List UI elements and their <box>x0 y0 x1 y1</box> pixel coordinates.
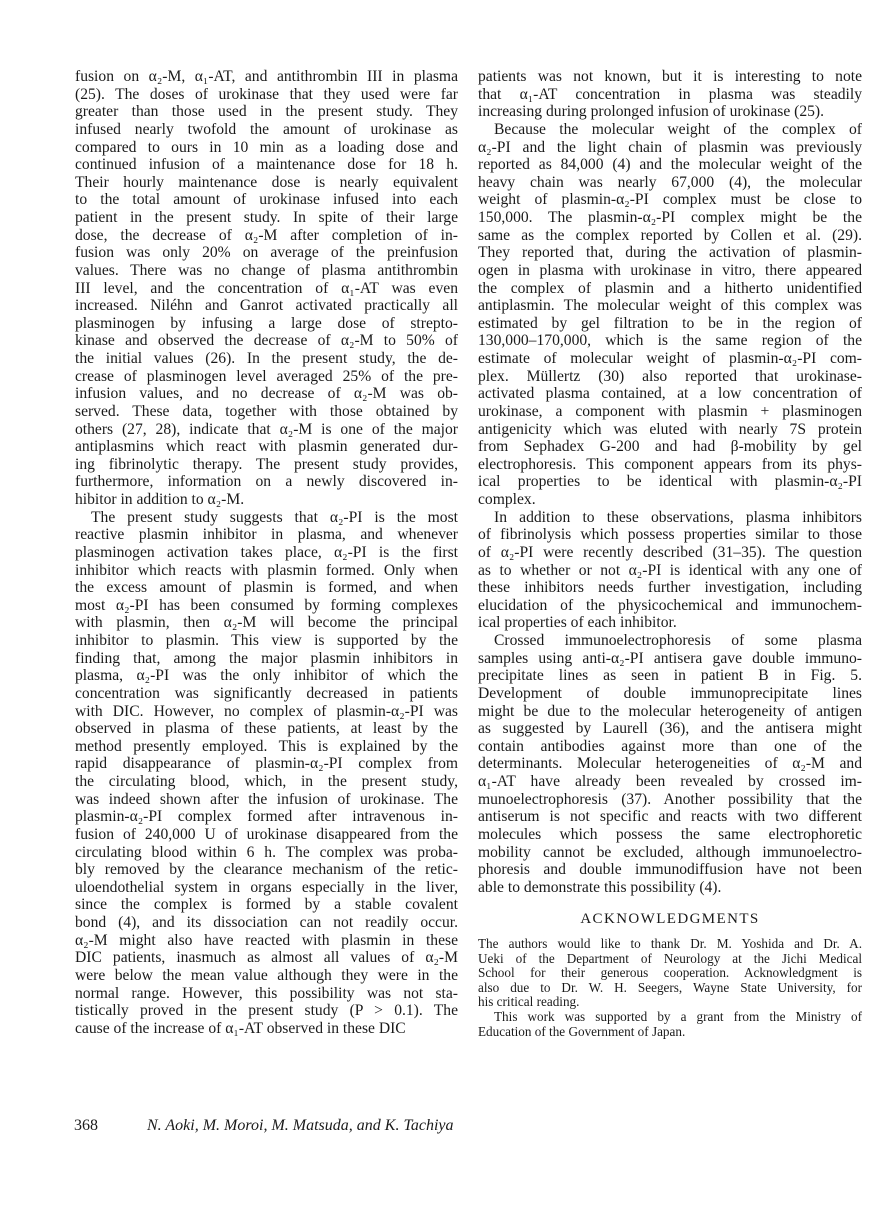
text-line: same as the complex reported by Collen et al. (29). <box>478 226 862 244</box>
paragraph <box>75 68 458 509</box>
text-line: patients was not known, but it is interesting to note <box>478 68 862 85</box>
text-line: DIC patients, inasmuch as almost all values of α₂-M <box>75 949 458 967</box>
text-line: heavy chain was nearly 67,000 (4), the molecular <box>478 173 862 191</box>
text-line: as suggested by Laurell (36), and the antisera might <box>478 720 862 738</box>
text-line: III level, and the concentration of α₁-AT was even <box>75 279 458 297</box>
text-line: estimated by gel filtration to be in the region of <box>478 314 862 332</box>
text-line: kinase and observed the decrease of α₂-M to 50% of <box>75 332 458 350</box>
text-line: fusion on α₂-M, α₁-AT, and antithrombin III in plasma <box>75 68 458 85</box>
right-column <box>478 68 862 1039</box>
text-line: were below the mean value although they were in the <box>75 966 458 984</box>
text-line: cause of the increase of α₁-AT observed in these DIC <box>75 1019 406 1037</box>
text-line: ical properties of each inhibitor. <box>478 614 677 632</box>
text-line: electrophoresis. This component appears from its phys- <box>478 455 862 473</box>
text-line: increasing during prolonged infusion of urokinase (25). <box>478 103 825 121</box>
text-line: plasma, α₂-PI was the only inhibitor of which the <box>75 667 458 685</box>
text-line: might be due to the molecular heterogeneity of antigen <box>478 702 862 720</box>
text-line: The authors would like to thank Dr. M. Yoshida and Dr. A. <box>478 936 862 951</box>
text-line: from Sephadex G-200 and had β-mobility by gel <box>478 438 862 456</box>
page-number: 368 <box>74 1117 98 1134</box>
text-line: munoelectrophoresis (37). Another possibility that the <box>478 790 862 808</box>
text-line: mobility cannot be excluded, although immunoelectro- <box>478 843 862 861</box>
text-line: that α₁-AT concentration in plasma was steadily <box>478 85 862 103</box>
text-line: contain antibodies against more than one of the <box>478 737 862 755</box>
text-line: School for their generous cooperation. Acknowledgment is <box>478 965 862 981</box>
text-line: Ueki of the Department of Neurology at the Jichi Medical <box>478 950 862 966</box>
text-line: phoresis and double immunodiffusion have not been <box>478 861 862 879</box>
text-line: urokinase, a component with plasmin + plasminogen <box>478 402 862 420</box>
text-line: inhibitor which reacts with plasmin formed. Only when <box>75 561 458 579</box>
left-column <box>75 68 458 1037</box>
text-line: antiserum is not specific and reacts with two different <box>478 808 862 826</box>
paragraph <box>478 68 862 121</box>
text-line: precipitate lines as seen in patient B in Fig. 5. <box>478 667 862 685</box>
text-line: This work was supported by a grant from the Ministry of <box>494 1008 862 1024</box>
text-line: reactive plasmin inhibitor in plasma, and whenever <box>75 526 458 544</box>
text-line: increased. Niléhn and Ganrot activated practically all <box>75 297 458 315</box>
text-line: inhibitor to plasmin. This view is supported by the <box>75 632 458 649</box>
text-line: antiplasmins which react with plasmin generated dur- <box>75 438 458 456</box>
text-line: plex. Müllertz (30) also reported that urokinase- <box>478 367 862 385</box>
text-line: fusion was only 20% on average of the preinfusion <box>75 244 458 262</box>
right-column-body <box>478 68 862 896</box>
paragraph <box>478 1010 862 1039</box>
paragraph <box>478 937 862 1010</box>
text-line: the excess amount of plasmin is formed, and when <box>75 579 458 597</box>
text-line: circulating blood within 6 h. The complex was proba- <box>75 843 458 861</box>
text-line: finding that, among the major plasmin inhibitors in <box>75 649 458 667</box>
text-line: determinants. Molecular heterogeneities of α₂-M and <box>478 755 862 773</box>
text-line: compared to ours in 10 min as a loading dose and <box>75 138 458 156</box>
text-line: tistically proved in the present study (P > 0.1). The <box>75 1002 458 1020</box>
paragraph <box>75 509 458 1038</box>
text-line: with plasmin, then α₂-M will become the principal <box>75 614 458 632</box>
text-line: served. These data, together with those obtained by <box>75 402 458 420</box>
text-line: crease of plasminogen level averaged 25% of the pre- <box>75 367 458 385</box>
text-line: antiplasmin. The molecular weight of this complex was <box>478 297 862 315</box>
text-line: normal range. However, this possibility was not sta- <box>75 984 458 1002</box>
text-line: uloendothelial system in organs especially in the liver, <box>75 878 458 896</box>
text-line: was indeed shown after the infusion of urokinase. The <box>75 790 458 808</box>
text-line: They reported that, during the activation of plasmin- <box>478 244 862 262</box>
text-line: plasminogen by infusing a large dose of strepto- <box>75 314 458 332</box>
text-line: antigenicity which was eluted with nearly 7S protein <box>478 420 862 438</box>
text-line: ogen in plasma with urokinase in vitro, there appeared <box>478 261 862 279</box>
text-line: also due to Dr. W. H. Seegers, Wayne State University, for <box>478 979 862 995</box>
acknowledgments-heading: ACKNOWLEDGMENTS <box>580 911 760 928</box>
text-line: plasminogen activation takes place, α₂-PI is the first <box>75 543 458 561</box>
text-line: ical properties to be identical with plasmin-α₂-PI <box>478 473 862 491</box>
text-line: infusion values, and no decrease of α₂-M was ob- <box>75 385 458 403</box>
text-line: with DIC. However, no complex of plasmin-α₂-PI was <box>75 702 458 720</box>
text-line: Development of double immunoprecipitate lines <box>478 684 862 702</box>
text-line: fusion of 240,000 U of urokinase disappeared from the <box>75 825 458 843</box>
text-line: the circulating blood, which, in the present study, <box>75 773 458 790</box>
text-line: 150,000. The plasmin-α₂-PI complex might be the <box>478 209 862 226</box>
text-line: the initial values (26). In the present study, the de- <box>75 350 458 367</box>
text-line: to the total amount of urokinase infused into each <box>75 191 458 209</box>
text-line: since the complex is formed by a stable covalent <box>75 896 458 914</box>
text-line: dose, the decrease of α₂-M after completion of in- <box>75 226 458 244</box>
text-line: rapid disappearance of plasmin-α₂-PI complex from <box>75 755 458 773</box>
text-line: 130,000–170,000, which is the same region of the <box>478 332 862 350</box>
text-line: Because the molecular weight of the complex of <box>494 120 862 138</box>
paragraph <box>478 121 862 509</box>
text-line: hibitor in addition to α₂-M. <box>75 491 245 508</box>
text-line: plasmin-α₂-PI complex formed after intravenous in- <box>75 808 458 826</box>
text-line: of fibrinolysis which possess properties similar to those <box>478 526 862 544</box>
text-line: α₁-AT have already been revealed by crossed im- <box>478 773 862 790</box>
text-line: concentration was significantly decreased in patients <box>75 684 458 702</box>
acknowledgments-body <box>478 937 862 1039</box>
text-line: Education of the Government of Japan. <box>478 1023 686 1039</box>
text-line: The present study suggests that α₂-PI is the most <box>91 508 458 526</box>
text-line: these inhibitors needs further investigation, including <box>478 579 862 597</box>
text-line: complex. <box>478 491 536 508</box>
text-line: (25). The doses of urokinase that they used were far <box>75 85 458 103</box>
text-line: weight of plasmin-α₂-PI complex must be close to <box>478 191 862 209</box>
text-line: α₂-PI and the light chain of plasmin was previously <box>478 138 862 156</box>
text-line: estimate of molecular weight of plasmin-α₂-PI com- <box>478 350 862 367</box>
text-line: as to whether or not α₂-PI is identical with any one of <box>478 561 862 579</box>
text-line: In addition to these observations, plasma inhibitors <box>494 508 862 526</box>
text-line: others (27, 28), indicate that α₂-M is one of the major <box>75 420 458 438</box>
text-line: bly removed by the clearance mechanism of the retic- <box>75 861 458 879</box>
text-line: activated plasma contained, at a low concentration of <box>478 385 862 403</box>
text-line: α₂-M might also have reacted with plasmin in these <box>75 931 458 949</box>
text-line: continued infusion of a maintenance dose for 18 h. <box>75 156 458 174</box>
text-line: patient in the present study. In spite of their large <box>75 209 458 226</box>
text-line: method presently employed. This is explained by the <box>75 737 458 755</box>
text-line: elucidation of the physicochemical and immunochem- <box>478 596 862 614</box>
text-line: ing fibrinolytic therapy. The present study provides, <box>75 455 458 473</box>
text-line: able to demonstrate this possibility (4). <box>478 878 722 896</box>
text-line: Their hourly maintenance dose is nearly equivalent <box>75 173 458 191</box>
text-line: the complex of plasmin and a hitherto unidentified <box>478 279 862 297</box>
paragraph <box>478 509 862 632</box>
text-line: furthermore, information on a newly discovered in- <box>75 473 458 491</box>
text-line: samples using anti-α₂-PI antisera gave double immuno- <box>478 649 862 667</box>
text-line: most α₂-PI has been consumed by forming complexes <box>75 596 458 614</box>
text-line: observed in plasma of these patients, at least by the <box>75 720 458 738</box>
text-line: Crossed immunoelectrophoresis of some plasma <box>494 632 862 649</box>
text-line: greater than those used in the present study. They <box>75 103 458 121</box>
text-line: of α₂-PI were recently described (31–35). The question <box>478 543 862 561</box>
text-line: molecules which possess the same electrophoretic <box>478 825 862 843</box>
text-line: infused nearly twofold the amount of urokinase as <box>75 120 458 138</box>
text-line: his critical reading. <box>478 994 580 1010</box>
text-line: bond (4), and its dissociation can not readily occur. <box>75 914 458 931</box>
text-line: values. There was no change of plasma antithrombin <box>75 261 458 279</box>
paragraph <box>478 632 862 896</box>
running-footer-authors: N. Aoki, M. Moroi, M. Matsuda, and K. Tachiya <box>147 1117 454 1134</box>
text-line: reported as 84,000 (4) and the molecular weight of the <box>478 156 862 174</box>
